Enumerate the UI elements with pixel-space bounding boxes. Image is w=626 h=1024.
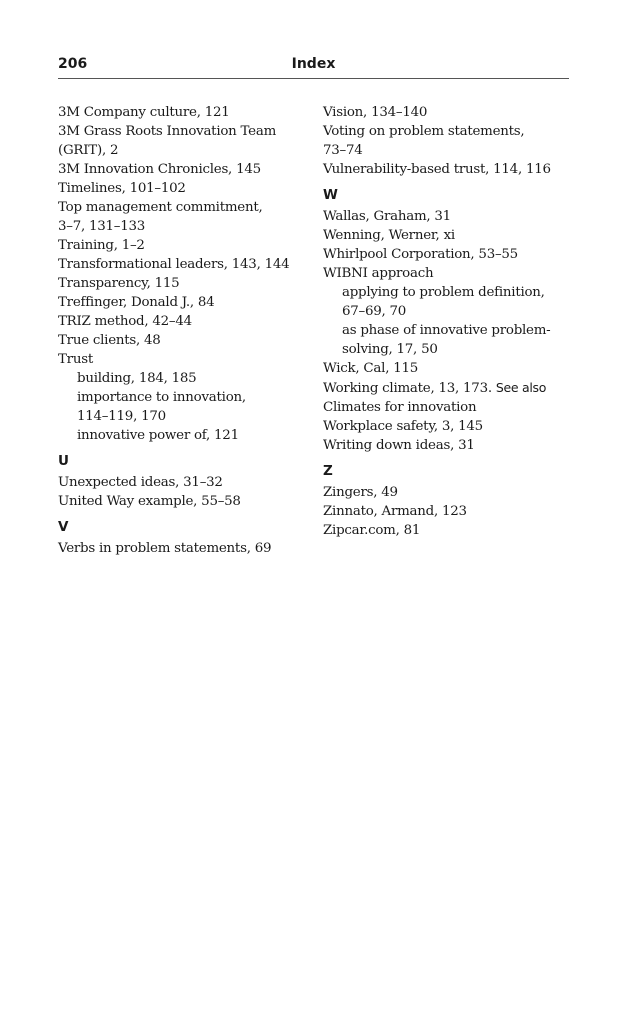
index-entry: Treffinger, Donald J., 84 [58, 295, 215, 310]
index-subentry [323, 321, 573, 359]
index-entry: Wallas, Graham, 31 [323, 209, 451, 224]
index-entry: Zingers, 49 [323, 485, 398, 500]
index-subentry-continuation: 114–119, 170 [77, 409, 166, 424]
index-entry-text: Working climate, 13, 173. [323, 381, 492, 396]
section-letter-u: U [58, 453, 69, 469]
index-entry [323, 378, 573, 417]
index-subentry [323, 283, 573, 321]
index-entry: Verbs in problem statements, 69 [58, 541, 272, 556]
index-entry: Trust [58, 352, 93, 367]
index-entry: Transformational leaders, 143, 144 [58, 257, 290, 272]
index-entry-continuation: 3–7, 131–133 [58, 219, 146, 234]
index-entry [58, 122, 308, 160]
page-header [58, 54, 569, 79]
index-subentry-text: as phase of innovative problem- [342, 323, 551, 338]
index-column-right [323, 103, 573, 540]
index-entry: 3M Innovation Chronicles, 145 [58, 162, 261, 177]
index-subentry [58, 388, 308, 426]
index-subentry-continuation: 67–69, 70 [342, 304, 407, 319]
index-entry: Workplace safety, 3, 145 [323, 419, 483, 434]
index-entry: Vision, 134–140 [323, 105, 428, 120]
index-entry-text: Voting on problem statements, [323, 124, 525, 139]
index-column-left [58, 103, 308, 558]
index-entry [58, 198, 308, 236]
index-entry: TRIZ method, 42–44 [58, 314, 192, 329]
index-entry: Zinnato, Armand, 123 [323, 504, 467, 519]
index-entry: True clients, 48 [58, 333, 161, 348]
running-head: Index [291, 56, 336, 72]
index-entry: Writing down ideas, 31 [323, 438, 475, 453]
section-letter-v: V [58, 519, 69, 535]
section-letter-z: Z [323, 463, 333, 479]
index-subentry-text: importance to innovation, [77, 390, 246, 405]
index-subentry-continuation: solving, 17, 50 [342, 342, 438, 357]
index-entry: United Way example, 55–58 [58, 494, 241, 509]
index-entry-text: 3M Grass Roots Innovation Team [58, 124, 277, 139]
index-entry-continuation: 73–74 [323, 143, 363, 158]
index-entry: Zipcar.com, 81 [323, 523, 421, 538]
index-entry: Training, 1–2 [58, 238, 145, 253]
index-entry-continuation: Climates for innovation [323, 400, 477, 415]
index-entry [323, 122, 573, 160]
index-entry: Transparency, 115 [58, 276, 180, 291]
index-entry: Wenning, Werner, xi [323, 228, 455, 243]
index-subentry: innovative power of, 121 [77, 428, 239, 443]
index-entry: Wick, Cal, 115 [323, 361, 419, 376]
index-entry-continuation: (GRIT), 2 [58, 143, 119, 158]
see-also-label: See also [495, 380, 547, 395]
section-letter-w: W [323, 187, 338, 203]
index-entry: WIBNI approach [323, 266, 434, 281]
index-subentry-text: applying to problem definition, [342, 285, 545, 300]
index-entry: Unexpected ideas, 31–32 [58, 475, 223, 490]
index-entry: Whirlpool Corporation, 53–55 [323, 247, 518, 262]
page-number: 206 [58, 56, 88, 72]
index-entry: Vulnerability-based trust, 114, 116 [323, 162, 551, 177]
index-entry: Timelines, 101–102 [58, 181, 186, 196]
index-entry-text: Top management commitment, [58, 200, 263, 215]
index-subentry: building, 184, 185 [77, 371, 197, 386]
index-entry: 3M Company culture, 121 [58, 105, 230, 120]
